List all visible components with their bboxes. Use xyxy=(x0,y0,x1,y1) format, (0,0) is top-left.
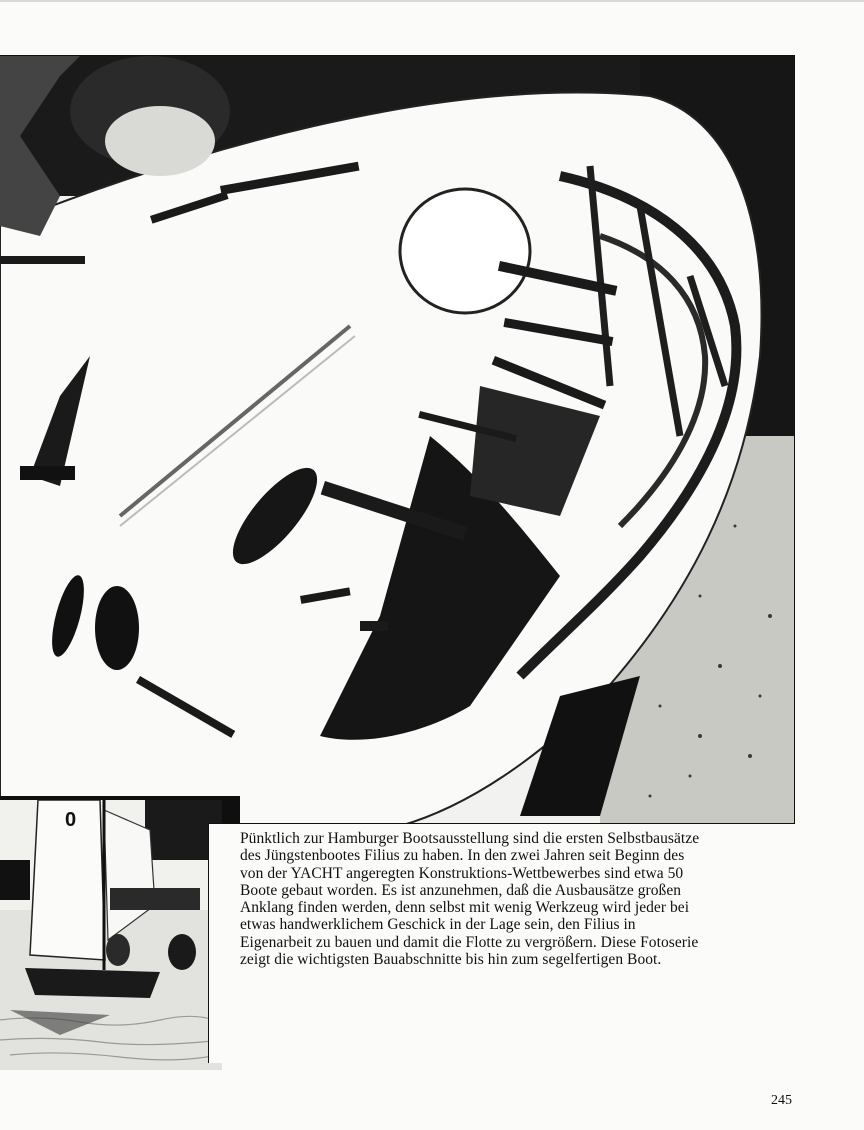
inset-photo-sailing-dinghy xyxy=(0,800,222,1070)
sail-number: 0 xyxy=(65,809,77,831)
page-edge xyxy=(0,0,864,2)
page-number: 245 xyxy=(771,1093,792,1108)
photo-caption: Pünktlich zur Hamburger Bootsausstellung sind die ersten Selbstbausätze des Jüngstenbootes Filius zu haben. In den zwei Jahren seit Beginn des von der YACHT angeregten Konstruktions-Wettbewerbes sind etwa 50 Boote gebaut worden. Es ist anzunehmen, daß die Ausbausätze großen Anklang finden werden, denn selbst mit wenig Werkzeug wird jeder bei etwas handwerklichem Geschick in der Lage sein, den Filius in Eigenarbeit zu bauen und damit die Flotte zu vergrößern. Diese Fotoserie zeigt die wichtigsten Bauabschnitte bis hin zum segelfertigen Boot. xyxy=(240,830,700,969)
